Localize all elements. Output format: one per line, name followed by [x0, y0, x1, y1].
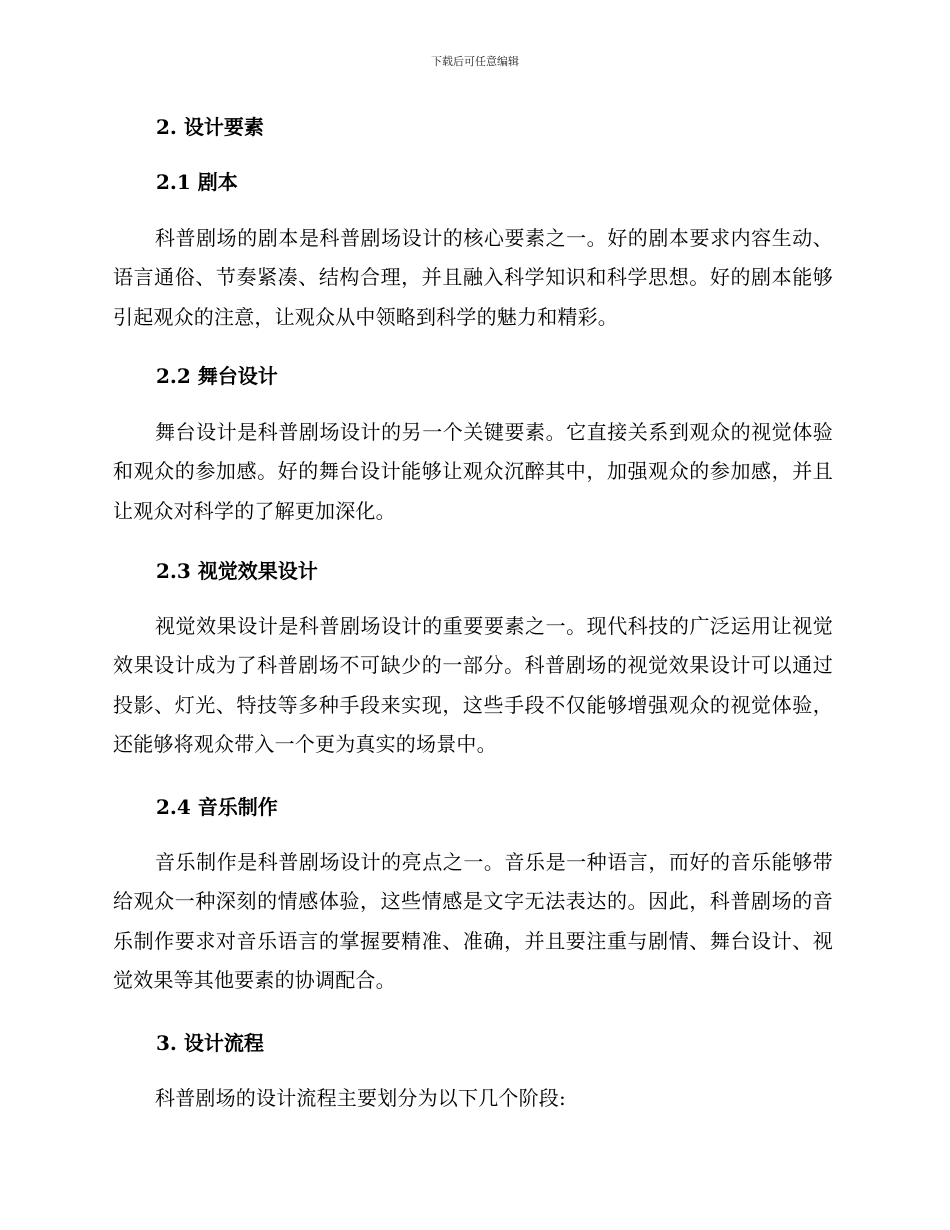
- section-heading-design-elements: 2. 设计要素: [156, 115, 264, 139]
- page-header: 下载后可任意编辑: [431, 55, 519, 68]
- section-heading-music: 2.4 音乐制作: [156, 795, 278, 819]
- paragraph-script: 科普剧场的剧本是科普剧场设计的核心要素之一。好的剧本要求内容生动、语言通俗、节奏紧凑、结构合理，并且融入科学知识和科学思想。好的剧本能够引起观众的注意，让观众从中领略到科学的魅力和精彩。: [113, 226, 833, 329]
- paragraph-stage-design: 舞台设计是科普剧场设计的另一个关键要素。它直接关系到观众的视觉体验和观众的参加感。好的舞台设计能够让观众沉醉其中，加强观众的参加感，并且让观众对科学的了解更加深化。: [113, 420, 833, 523]
- section-heading-visual-effects: 2.3 视觉效果设计: [156, 559, 318, 583]
- section-heading-stage-design: 2.2 舞台设计: [156, 364, 278, 388]
- paragraph-visual-effects: 视觉效果设计是科普剧场设计的重要要素之一。现代科技的广泛运用让视觉效果设计成为了科普剧场不可缺少的一部分。科普剧场的视觉效果设计可以通过投影、灯光、特技等多种手段来实现，这些手段不仅能够增强观众的视觉体验，还能够将观众带入一个更为真实的场景中。: [113, 614, 833, 757]
- section-heading-design-process: 3. 设计流程: [156, 1031, 264, 1055]
- paragraph-music: 音乐制作是科普剧场设计的亮点之一。音乐是一种语言，而好的音乐能够带给观众一种深刻的情感体验，这些情感是文字无法表达的。因此，科普剧场的音乐制作要求对音乐语言的掌握要精准、准确，并且要注重与剧情、舞台设计、视觉效果等其他要素的协调配合。: [113, 850, 833, 993]
- section-heading-script: 2.1 剧本: [156, 170, 238, 194]
- paragraph-design-process: 科普剧场的设计流程主要划分为以下几个阶段:: [155, 1086, 566, 1110]
